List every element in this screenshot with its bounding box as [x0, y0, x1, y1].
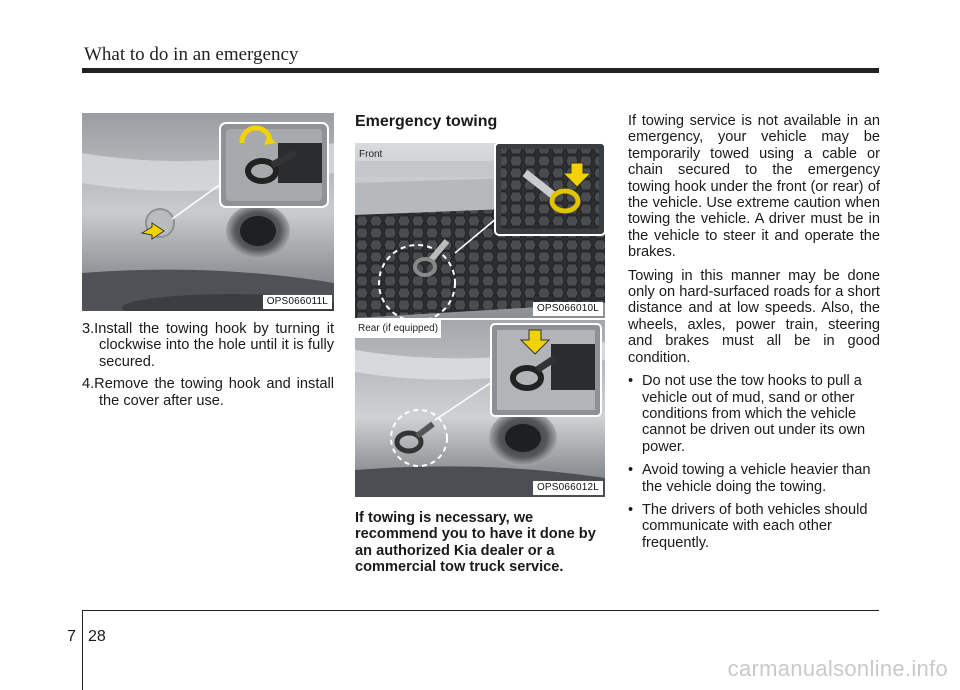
bullet-item: • Avoid towing a vehicle heavier than the vehicle doing the towing.	[628, 462, 880, 495]
section-title: Emergency towing	[355, 113, 498, 130]
caution-bullet-list	[628, 373, 880, 551]
step-item: 4.Remove the towing hook and install the cover after use.	[82, 376, 334, 409]
rear-label: Rear (if equipped)	[355, 320, 441, 338]
paragraph: If towing service is not available in an emergency, your vehicle may be temporarily towed using a cable or chain secured to the emergency towing hook under the front (or rear) of the vehicle. Use extreme caution when towing the vehicle. A driver must be in the vehicle to steer it and operate the brakes.	[628, 113, 880, 261]
left-column	[82, 113, 334, 415]
image-code: OPS066011L	[263, 295, 332, 309]
front-grille-illustration	[355, 143, 605, 318]
front-tow-hook-figure	[355, 143, 605, 318]
watermark-link[interactable]: carmanualsonline.info	[727, 656, 948, 681]
front-label: Front	[359, 149, 383, 160]
header-rule	[82, 68, 879, 73]
rear-tow-hook-figure	[355, 320, 605, 497]
bullet-item: • Do not use the tow hooks to pull a vehicle out of mud, sand or other conditions from which the vehicle cannot be driven out under its own power.	[628, 373, 880, 455]
image-code: OPS066010L	[533, 302, 603, 316]
step-item: 3.Install the towing hook by turning it clockwise into the hole until it is fully secured.	[82, 321, 334, 370]
right-column	[628, 113, 880, 558]
towing-hook-install-figure	[82, 113, 334, 311]
paragraph: Towing in this manner may be done only on hard-surfaced roads for a short distance and at low speeds. Also, the wheels, axles, power train, steering and brakes must all be in good condition.	[628, 267, 880, 366]
middle-column	[355, 113, 605, 576]
install-steps-list	[82, 321, 334, 409]
chapter-number: 7	[67, 628, 76, 645]
bullet-item: • The drivers of both vehicles should communicate with each other frequently.	[628, 502, 880, 551]
page-number: 28	[88, 628, 106, 645]
dealer-towing-note: If towing is necessary, we recommend you to have it done by an authorized Kia dealer or a commercial tow truck service.	[355, 510, 596, 576]
page-header-title: What to do in an emergency	[84, 44, 299, 65]
bumper-illustration	[82, 113, 334, 311]
footer-divider	[82, 610, 83, 690]
rear-bumper-illustration	[355, 320, 605, 497]
footer-rule	[82, 610, 879, 611]
image-code: OPS066012L	[533, 481, 603, 495]
